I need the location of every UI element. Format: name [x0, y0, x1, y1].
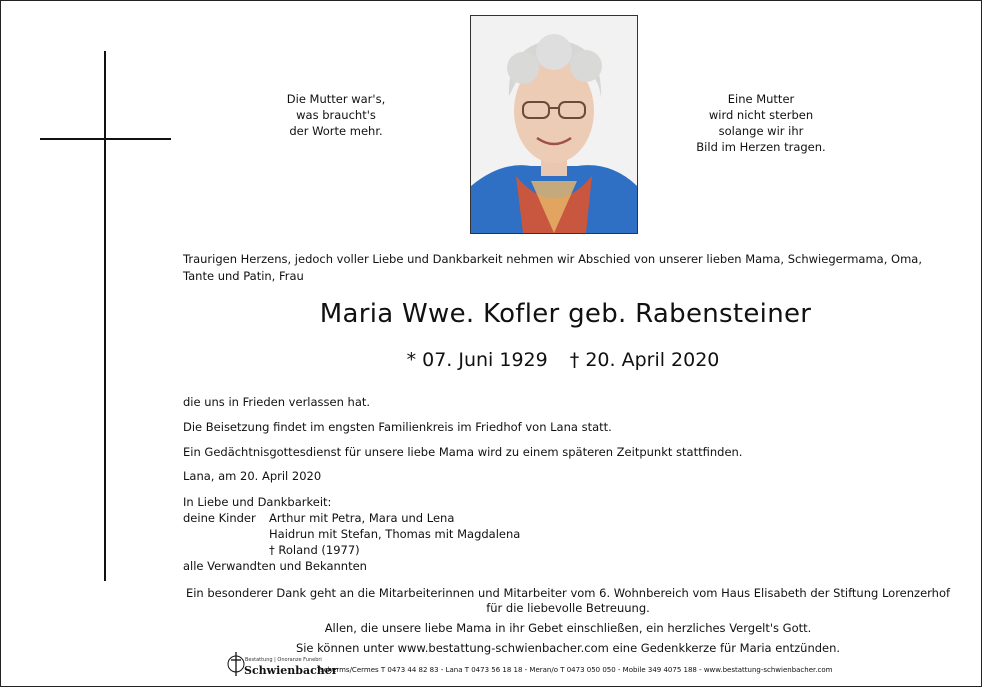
thanks-text — [183, 586, 953, 616]
logo-subtitle: Bestattung | Onoranze Funebri — [245, 657, 322, 663]
birth-date: * 07. Juni 1929 — [406, 349, 548, 371]
memorial-text: Ein Gedächtnisgottesdienst für unsere liebe Mama wird zu einem späteren Zeitpunkt stattfinden. — [183, 445, 743, 459]
children-label-spacer — [183, 542, 269, 558]
family-row — [183, 526, 520, 542]
contact-line: Tscherms/Cermes T 0473 44 82 83 - Lana T 0473 56 18 18 - Meran/o T 0473 050 050 - Mobile 349 4075 188 - www.bestattung-schwienbacher.com — [317, 666, 833, 674]
quote-left-line: was braucht's — [296, 108, 376, 122]
deceased-name: Maria Wwe. Kofler geb. Rabensteiner — [319, 299, 812, 329]
logo-name: Schwienbacher — [244, 664, 338, 677]
thanks-line: für die liebevolle Betreuung. — [486, 601, 650, 615]
quote-right-line: wird nicht sterben — [708, 108, 814, 122]
burial-text: Die Beisetzung findet im engsten Familienkreis im Friedhof von Lana statt. — [183, 420, 612, 434]
life-dates — [183, 349, 943, 371]
cross-horizontal-bar — [40, 138, 171, 140]
family-row — [183, 510, 520, 526]
child-entry: Arthur mit Petra, Mara und Lena — [269, 511, 455, 525]
family-row — [183, 542, 520, 558]
passed-text: die uns in Frieden verlassen hat. — [183, 395, 371, 409]
child-entry: † Roland (1977) — [269, 543, 360, 557]
portrait-illustration — [471, 16, 637, 233]
children-label-spacer — [183, 526, 269, 542]
quote-left — [271, 91, 401, 139]
quote-right-line: solange wir ihr — [718, 124, 804, 138]
quote-right — [691, 91, 831, 155]
cross-logo-icon — [227, 651, 245, 677]
thanks-line: Ein besonderer Dank geht an die Mitarbeiterinnen und Mitarbeiter vom 6. Wohnbereich vom Haus Elisabeth der Stiftung Lorenzerhof — [185, 586, 951, 600]
family-heading: In Liebe und Dankbarkeit: — [183, 495, 332, 509]
child-entry: Haidrun mit Stefan, Thomas mit Magdalena — [269, 527, 521, 541]
quote-right-line: Eine Mutter — [727, 92, 795, 106]
quote-left-line: der Worte mehr. — [289, 124, 383, 138]
portrait-photo — [470, 15, 638, 234]
quote-left-line: Die Mutter war's, — [286, 92, 386, 106]
prayer-text: Allen, die unsere liebe Mama in ihr Gebet einschließen, ein herzliches Vergelt's Gott. — [324, 621, 812, 635]
cross-vertical-bar — [104, 51, 106, 581]
quote-right-line: Bild im Herzen tragen. — [696, 140, 826, 154]
relatives-text: alle Verwandten und Bekannten — [183, 559, 367, 573]
family-list — [183, 494, 520, 574]
place-date: Lana, am 20. April 2020 — [183, 469, 322, 483]
funeral-home-footer — [227, 649, 833, 679]
children-label: deine Kinder — [183, 511, 256, 525]
death-date: † 20. April 2020 — [569, 349, 720, 371]
funeral-home-logo — [227, 649, 338, 679]
candle-text: Sie können unter www.bestattung-schwienbacher.com eine Gedenkkerze für Maria entzünden. — [295, 641, 841, 655]
intro-text: Traurigen Herzens, jedoch voller Liebe und Dankbarkeit nehmen wir Abschied von unserer lieben Mama, Schwiegermama, Oma, Tante und Patin, Frau — [183, 252, 922, 283]
